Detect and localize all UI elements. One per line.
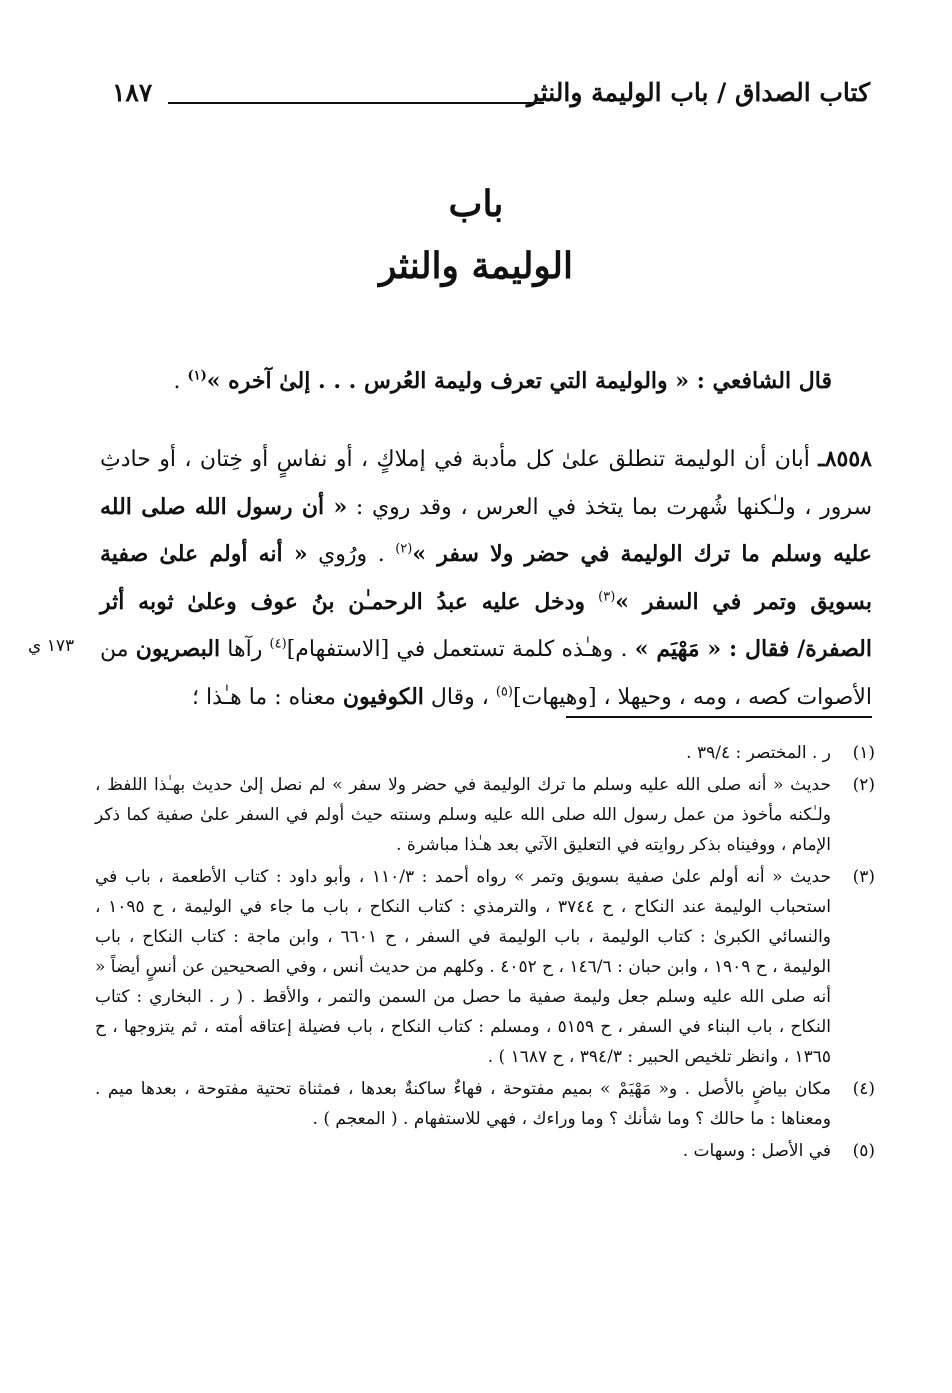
footnote-item <box>95 862 875 1072</box>
hadith-text: ودخل عليه عبدُ الرحمـٰن بنُ عوف وعلىٰ ثوبه أثر الصفرة/ فقال : « مَهْيَم » <box>100 588 872 662</box>
page-header <box>112 78 870 118</box>
footnote-text: مكان بياضٍ بالأصل . و« مَهْيَمْ » بميم مفتوحة ، فهاءٌ ساكنةٌ بعدها ، فمثناة تحتية مفتوحة ، بعدها ميم . ومعناها : ما حالك ؟ وما شأنك ؟ وما وراءك ، فهي للاستفهام . ( المعجم ) . <box>95 1079 831 1129</box>
footnote-mark: (٣) <box>852 867 875 887</box>
chapter-title: الوليمة والنثر <box>379 245 573 287</box>
footnote-rule <box>566 716 872 718</box>
footnote-item <box>95 770 875 860</box>
footnote-ref-4[interactable]: (٤) <box>269 636 287 652</box>
shafii-quote <box>100 364 872 399</box>
body-paragraph <box>100 436 872 721</box>
footnote-ref-1[interactable]: (١) <box>187 368 207 384</box>
footnote-mark: (٥) <box>852 1141 875 1161</box>
footnote-item <box>95 1074 875 1134</box>
running-title: كتاب الصداق / باب الوليمة والنثر <box>526 78 870 107</box>
body-segment: ، وقال <box>423 684 496 710</box>
footnote-ref-2[interactable]: (٢) <box>395 541 413 557</box>
footnote-text: ر . المختصر : ٣٩/٤ . <box>686 743 831 763</box>
footnote-text: حديث « أنه صلى الله عليه وسلم ما ترك الوليمة في حضر ولا سفر » لم نصل إلىٰ حديث بهـٰذا اللفظ ، ولـٰكنه مأخوذ من عمل رسول الله صلى الله عليه وسلم وسنته حيث أولم في السفر علىٰ صفية كما ذكر الإمام ، ووفيناه بذكر روايته في التعليق الآتي بعد هـٰذا مباشرة . <box>95 775 831 855</box>
school-name: الكوفيون <box>342 683 424 710</box>
footnote-text: حديث « أنه أولم علىٰ صفية بسويق وتمر » رواه أحمد : ١١٠/٣ ، وأبو داود : كتاب الأطعمة ، باب في استحباب الوليمة عند النكاح ، ح ٣٧٤٤ ، والترمذي : كتاب النكاح ، باب ما جاء في الوليمة ، ح ١٠٩٥ ، والنسائي الكبرىٰ : كتاب الوليمة ، باب الوليمة في السفر ، ح ٦٦٠١ ، وابن ماجة : كتاب النكاح ، باب الوليمة ، ح ١٩٠٩ ، وابن حبان : ١٤٦/٦ ، ح ٤٠٥٢ . وكلهم من حديث أنس ، وفي الصحيحين عن أنسٍ أيضاً « أنه صلى الله عليه وسلم جعل وليمة صفية ما حصل من السمن والتمر ، والأقط . ( ر . البخاري : كتاب النكاح ، باب البناء في السفر ، ح ٥١٥٩ ، ومسلم : كتاب النكاح ، باب فضيلة إعتاقه أمته ، ثم يتزوجها ، ح ١٣٦٥ ، وانظر تلخيص الحبير : ٣٩٤/٣ ، ح ١٦٨٧ ) . <box>95 867 831 1067</box>
body-segment <box>585 590 598 615</box>
footnote-mark: (١) <box>852 743 875 763</box>
body-segment: من الأصوات كصه ، ومه ، وحيهلا ، [وهيهات] <box>100 637 872 710</box>
footnote-text: في الأصل : وسهات . <box>682 1141 831 1161</box>
footnote-ref-3[interactable]: (٣) <box>598 589 616 605</box>
body-segment: رآها <box>220 637 270 662</box>
body-segment: . وهـٰذه كلمة تستعمل في [الاستفهام] <box>286 637 635 662</box>
footnote-mark: (٤) <box>852 1079 875 1099</box>
footnote-item <box>95 738 875 768</box>
quote-text: « والوليمة التي تعرف وليمة العُرس . . . إلىٰ آخره » <box>206 368 690 394</box>
body-segment: معناه : ما هـٰذا ؛ <box>192 684 343 710</box>
chapter-label: باب <box>448 183 504 225</box>
body-segment: أبان أن الوليمة تنطلق علىٰ كل مأدبة في إملاكٍ ، أو نفاسٍ أو خِتان ، أو حادثِ سرور ، ولـٰكنها شُهرت بما يتخذ في العرس ، وقد روي : <box>100 447 872 520</box>
footnote-ref-5[interactable]: (٥) <box>495 684 513 700</box>
header-rule <box>168 102 544 104</box>
school-name: البصريون <box>135 636 221 662</box>
quote-speaker: قال الشافعي : <box>696 368 832 394</box>
footnote-item <box>95 1136 875 1166</box>
page-number: ١٨٧ <box>112 78 153 107</box>
footnotes <box>95 738 875 1168</box>
footnote-mark: (٢) <box>852 775 875 795</box>
body-segment: . ورُوي <box>307 542 396 567</box>
hadith-text: « أن رسول الله صلى الله عليه وسلم ما ترك الوليمة في حضر ولا سفر » <box>100 493 872 567</box>
quote-end: . <box>173 369 188 394</box>
manuscript-folio-note: ١٧٣ ي <box>28 636 75 656</box>
paragraph-number: ٨٥٥٨ـ <box>818 446 872 472</box>
hadith-text: « أنه أولم علىٰ صفية بسويق وتمر في السفر » <box>100 541 872 615</box>
